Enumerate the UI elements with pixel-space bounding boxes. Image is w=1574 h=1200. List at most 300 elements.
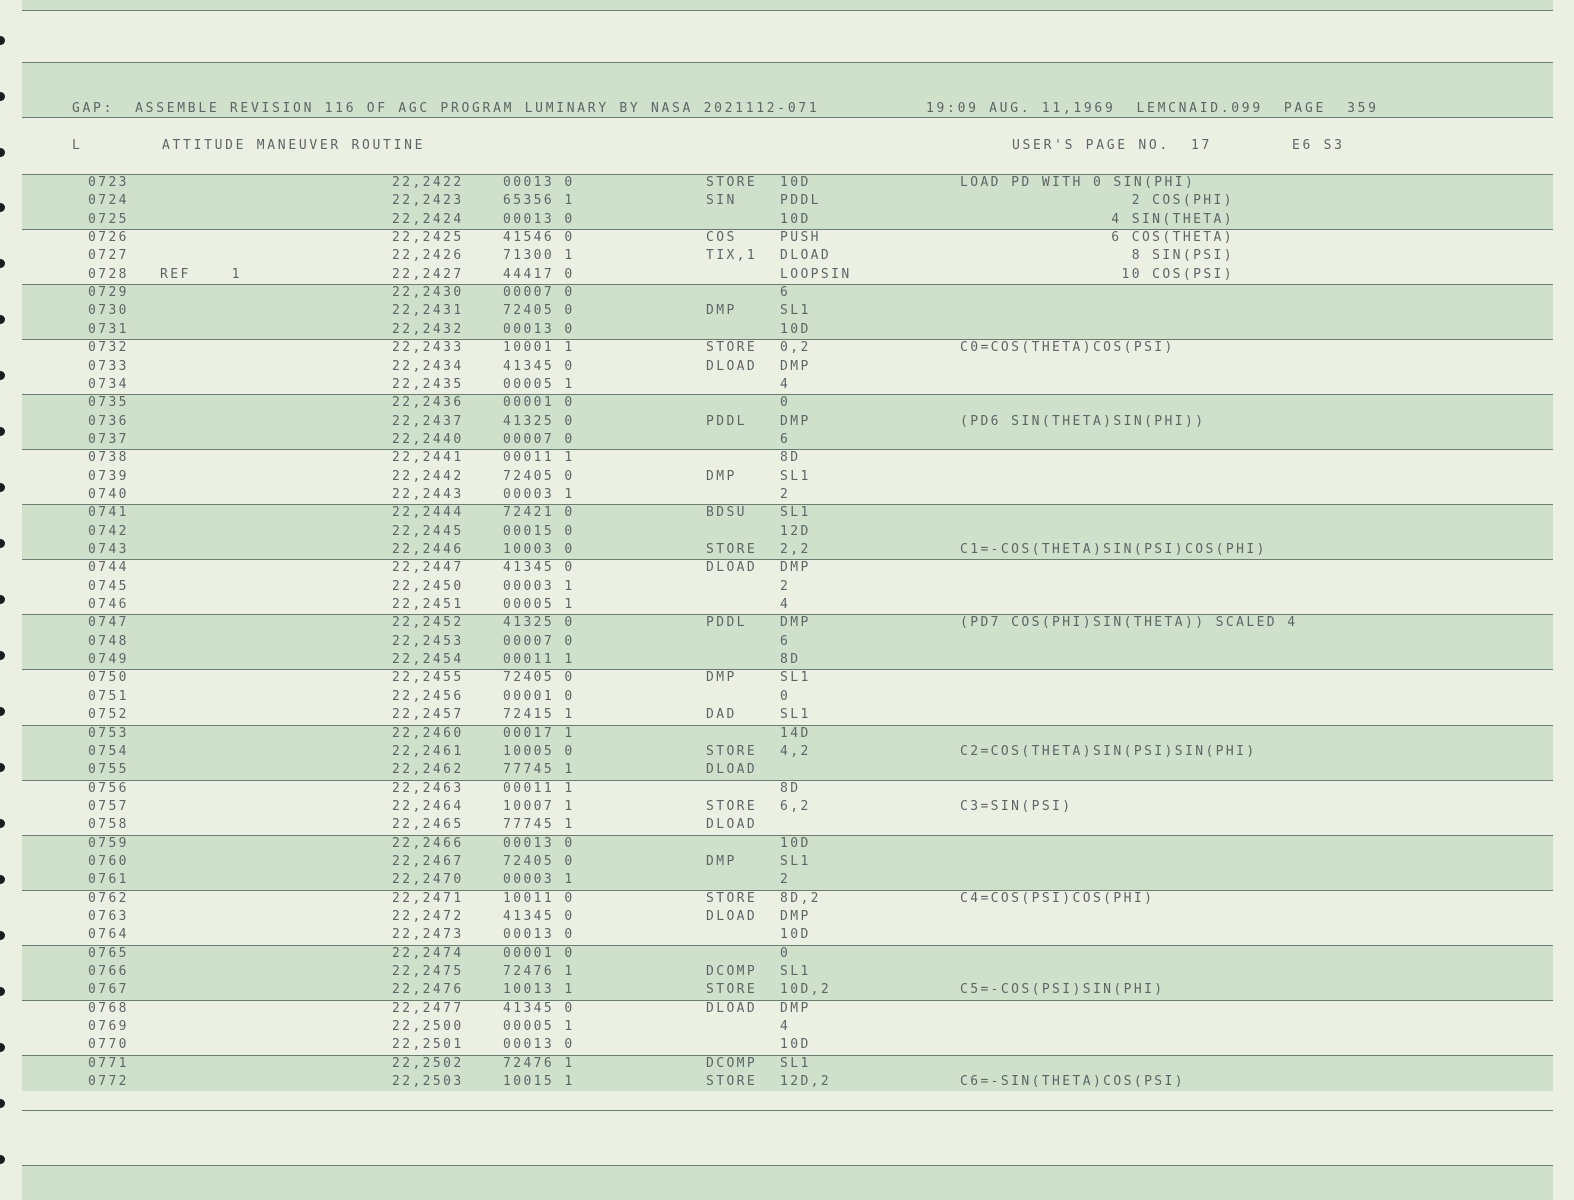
memory-address: 22,2432 <box>392 321 464 337</box>
opcode: DMP <box>706 853 737 869</box>
operand: 2 <box>780 872 791 888</box>
feed-hole <box>0 148 5 157</box>
opcode: DMP <box>706 468 737 484</box>
octal-word: 00001 0 <box>503 688 575 704</box>
remark: C3=SIN(PSI) <box>960 798 1073 814</box>
memory-address: 22,2427 <box>392 266 464 282</box>
octal-word: 72476 1 <box>503 964 575 980</box>
table-row <box>0 1073 1574 1091</box>
table-row <box>0 853 1574 871</box>
table-row <box>0 229 1574 247</box>
memory-address: 22,2434 <box>392 358 464 374</box>
operand: SL1 <box>780 707 811 723</box>
operand: 6,2 <box>780 798 811 814</box>
memory-address: 22,2474 <box>392 945 464 961</box>
line-number: 0754 <box>88 743 129 759</box>
opcode: STORE <box>706 982 758 998</box>
operand: 8D <box>780 450 801 466</box>
opcode: STORE <box>706 542 758 557</box>
table-row <box>0 541 1574 559</box>
line-number: 0732 <box>88 340 129 356</box>
opcode: DLOAD <box>706 358 758 374</box>
octal-word: 00007 0 <box>503 633 575 649</box>
operand: SL1 <box>780 670 811 686</box>
table-row <box>0 743 1574 761</box>
opcode: STORE <box>706 175 758 190</box>
octal-word: 00003 1 <box>503 578 575 594</box>
memory-address: 22,2473 <box>392 927 464 943</box>
remark: C5=-COS(PSI)SIN(PHI) <box>960 982 1165 998</box>
line-number: 0756 <box>88 780 129 796</box>
table-row <box>0 504 1574 522</box>
remark: (PD6 SIN(THETA)SIN(PHI)) <box>960 413 1206 429</box>
octal-word: 10007 1 <box>503 798 575 814</box>
memory-address: 22,2452 <box>392 615 464 631</box>
table-row <box>0 596 1574 614</box>
memory-address: 22,2422 <box>392 175 464 190</box>
memory-address: 22,2433 <box>392 340 464 356</box>
operand: 8D <box>780 780 801 796</box>
operand: 10D <box>780 927 811 943</box>
octal-word: 72405 0 <box>503 670 575 686</box>
operand: 6 <box>780 633 791 649</box>
octal-word: 41345 0 <box>503 1000 575 1016</box>
octal-word: 71300 1 <box>503 248 575 264</box>
line-number: 0735 <box>88 395 129 411</box>
table-row <box>0 431 1574 449</box>
memory-address: 22,2436 <box>392 395 464 411</box>
line-number: 0747 <box>88 615 129 631</box>
octal-word: 41345 0 <box>503 560 575 576</box>
operand: 10D <box>780 835 811 851</box>
operand: PUSH <box>780 230 821 246</box>
table-row <box>0 908 1574 926</box>
memory-address: 22,2466 <box>392 835 464 851</box>
line-number: 0758 <box>88 817 129 833</box>
octal-word: 77745 1 <box>503 762 575 778</box>
operand: DMP <box>780 615 811 631</box>
octal-word: 00015 0 <box>503 523 575 539</box>
operand: 10D <box>780 175 811 190</box>
memory-address: 22,2503 <box>392 1074 464 1090</box>
line-number: 0725 <box>88 211 129 227</box>
octal-word: 72405 0 <box>503 853 575 869</box>
table-row <box>0 614 1574 632</box>
operand: SL1 <box>780 505 811 521</box>
memory-address: 22,2455 <box>392 670 464 686</box>
table-row <box>0 211 1574 229</box>
line-number: 0766 <box>88 964 129 980</box>
memory-address: 22,2462 <box>392 762 464 778</box>
memory-address: 22,2447 <box>392 560 464 576</box>
memory-address: 22,2451 <box>392 597 464 613</box>
line-number: 0731 <box>88 321 129 337</box>
remark: C1=-COS(THETA)SIN(PSI)COS(PHI) <box>960 542 1267 557</box>
operand: 0 <box>780 395 791 411</box>
memory-address: 22,2443 <box>392 486 464 502</box>
table-row <box>0 871 1574 889</box>
operand: 2 <box>780 486 791 502</box>
table-row <box>0 981 1574 999</box>
operand: SL1 <box>780 853 811 869</box>
line-number: 0770 <box>88 1037 129 1053</box>
octal-word: 00013 0 <box>503 211 575 227</box>
line-number: 0760 <box>88 853 129 869</box>
page-code: E6 S3 <box>1292 138 1345 153</box>
table-row <box>0 321 1574 339</box>
table-row <box>0 468 1574 486</box>
table-row <box>0 963 1574 981</box>
operand: 10D <box>780 211 811 227</box>
octal-word: 00007 0 <box>503 431 575 447</box>
opcode: COS <box>706 230 737 246</box>
remark: 10 COS(PSI) <box>1121 266 1234 282</box>
memory-address: 22,2457 <box>392 707 464 723</box>
memory-address: 22,2502 <box>392 1055 464 1071</box>
line-number: 0772 <box>88 1074 129 1090</box>
operand: LOOPSIN <box>780 266 852 282</box>
remark: C2=COS(THETA)SIN(PSI)SIN(PHI) <box>960 743 1257 759</box>
octal-word: 00003 1 <box>503 486 575 502</box>
opcode: DMP <box>706 303 737 319</box>
octal-word: 10011 0 <box>503 890 575 906</box>
memory-address: 22,2442 <box>392 468 464 484</box>
operand: 4 <box>780 1019 791 1035</box>
table-row <box>0 890 1574 908</box>
octal-word: 10013 1 <box>503 982 575 998</box>
opcode: BDSU <box>706 505 747 521</box>
octal-word: 00007 0 <box>503 285 575 301</box>
line-number: 0755 <box>88 762 129 778</box>
header-top-rule <box>22 62 1553 63</box>
feed-hole <box>0 92 5 101</box>
line-number: 0743 <box>88 542 129 557</box>
table-row <box>0 1000 1574 1018</box>
operand: 2,2 <box>780 542 811 557</box>
octal-word: 41345 0 <box>503 909 575 924</box>
table-row <box>0 706 1574 724</box>
line-number: 0727 <box>88 248 129 264</box>
operand: 8D,2 <box>780 890 821 906</box>
octal-word: 44417 0 <box>503 266 575 282</box>
memory-address: 22,2467 <box>392 853 464 869</box>
log-letter: L <box>72 138 83 153</box>
feed-hole <box>0 1099 5 1108</box>
table-row <box>0 523 1574 541</box>
memory-address: 22,2461 <box>392 743 464 759</box>
octal-word: 00005 1 <box>503 597 575 613</box>
opcode: DLOAD <box>706 909 758 924</box>
memory-address: 22,2472 <box>392 909 464 924</box>
line-number: 0723 <box>88 175 129 190</box>
operand: 0 <box>780 945 791 961</box>
table-row <box>0 816 1574 834</box>
memory-address: 22,2460 <box>392 725 464 741</box>
operand: 4 <box>780 376 791 392</box>
opcode: STORE <box>706 798 758 814</box>
reference-count: REF 1 <box>160 266 242 282</box>
octal-word: 00001 0 <box>503 395 575 411</box>
memory-address: 22,2444 <box>392 505 464 521</box>
memory-address: 22,2430 <box>392 285 464 301</box>
line-number: 0769 <box>88 1019 129 1035</box>
line-number: 0749 <box>88 652 129 668</box>
octal-word: 00005 1 <box>503 376 575 392</box>
table-row <box>0 174 1574 192</box>
line-number: 0724 <box>88 193 129 209</box>
memory-address: 22,2477 <box>392 1000 464 1016</box>
line-number: 0737 <box>88 431 129 447</box>
line-number: 0768 <box>88 1000 129 1016</box>
octal-word: 72405 0 <box>503 468 575 484</box>
line-number: 0761 <box>88 872 129 888</box>
line-number: 0738 <box>88 450 129 466</box>
remark: (PD7 COS(PHI)SIN(THETA)) SCALED 4 <box>960 615 1298 631</box>
table-row <box>0 798 1574 816</box>
table-row <box>0 835 1574 853</box>
operand: SL1 <box>780 964 811 980</box>
table-row <box>0 449 1574 467</box>
remark: C6=-SIN(THETA)COS(PSI) <box>960 1074 1185 1090</box>
table-row <box>0 247 1574 265</box>
operand: SL1 <box>780 1055 811 1071</box>
remark: 8 SIN(PSI) <box>1131 248 1234 264</box>
memory-address: 22,2450 <box>392 578 464 594</box>
table-row <box>0 669 1574 687</box>
operand: SL1 <box>780 468 811 484</box>
operand: 0 <box>780 688 791 704</box>
octal-word: 41546 0 <box>503 230 575 246</box>
operand: DMP <box>780 1000 811 1016</box>
line-number: 0744 <box>88 560 129 576</box>
remark: 6 COS(THETA) <box>1111 230 1234 246</box>
line-number: 0765 <box>88 945 129 961</box>
feed-hole <box>0 36 5 45</box>
line-number: 0752 <box>88 707 129 723</box>
operand: 0,2 <box>780 340 811 356</box>
operand: 6 <box>780 431 791 447</box>
octal-word: 00013 0 <box>503 321 575 337</box>
octal-word: 10015 1 <box>503 1074 575 1090</box>
line-number: 0730 <box>88 303 129 319</box>
opcode: DLOAD <box>706 762 758 778</box>
assembly-timestamp-page: 19:09 AUG. 11,1969 LEMCNAID.099 PAGE 359 <box>926 101 1379 116</box>
greenbar-rule <box>22 1110 1553 1111</box>
octal-word: 72405 0 <box>503 303 575 319</box>
line-number: 0751 <box>88 688 129 704</box>
table-row <box>0 1018 1574 1036</box>
octal-word: 00005 1 <box>503 1019 575 1035</box>
octal-word: 00001 0 <box>503 945 575 961</box>
line-number: 0726 <box>88 230 129 246</box>
table-row <box>0 192 1574 210</box>
operand: DMP <box>780 358 811 374</box>
remark: C4=COS(PSI)COS(PHI) <box>960 890 1155 906</box>
memory-address: 22,2435 <box>392 376 464 392</box>
memory-address: 22,2454 <box>392 652 464 668</box>
operand: 10D <box>780 321 811 337</box>
octal-word: 65356 1 <box>503 193 575 209</box>
operand: 8D <box>780 652 801 668</box>
octal-word: 77745 1 <box>503 817 575 833</box>
remark: 4 SIN(THETA) <box>1111 211 1234 227</box>
opcode: DLOAD <box>706 560 758 576</box>
memory-address: 22,2456 <box>392 688 464 704</box>
users-page-number: USER'S PAGE NO. 17 <box>1012 138 1213 153</box>
memory-address: 22,2475 <box>392 964 464 980</box>
line-number: 0764 <box>88 927 129 943</box>
octal-word: 00003 1 <box>503 872 575 888</box>
table-row <box>0 725 1574 743</box>
table-row <box>0 651 1574 669</box>
octal-word: 72421 0 <box>503 505 575 521</box>
octal-word: 00011 1 <box>503 780 575 796</box>
table-row <box>0 266 1574 284</box>
octal-word: 00017 1 <box>503 725 575 741</box>
table-row <box>0 1055 1574 1073</box>
operand: SL1 <box>780 303 811 319</box>
opcode: PDDL <box>706 615 747 631</box>
opcode: STORE <box>706 890 758 906</box>
operand: 6 <box>780 285 791 301</box>
memory-address: 22,2431 <box>392 303 464 319</box>
octal-word: 10001 1 <box>503 340 575 356</box>
octal-word: 00011 1 <box>503 652 575 668</box>
table-row <box>0 926 1574 944</box>
line-number: 0748 <box>88 633 129 649</box>
table-row <box>0 376 1574 394</box>
remark: C0=COS(THETA)COS(PSI) <box>960 340 1175 356</box>
octal-word: 00013 0 <box>503 835 575 851</box>
operand: 4,2 <box>780 743 811 759</box>
line-number: 0733 <box>88 358 129 374</box>
line-number: 0759 <box>88 835 129 851</box>
top-strip-rule <box>22 10 1553 11</box>
line-number: 0729 <box>88 285 129 301</box>
line-number: 0736 <box>88 413 129 429</box>
memory-address: 22,2445 <box>392 523 464 539</box>
table-row <box>0 486 1574 504</box>
table-row <box>0 559 1574 577</box>
table-row <box>0 761 1574 779</box>
opcode: DCOMP <box>706 1055 758 1071</box>
memory-address: 22,2424 <box>392 211 464 227</box>
octal-word: 00013 0 <box>503 1037 575 1053</box>
line-number: 0734 <box>88 376 129 392</box>
line-number: 0750 <box>88 670 129 686</box>
operand: 10D,2 <box>780 982 832 998</box>
memory-address: 22,2476 <box>392 982 464 998</box>
line-number: 0740 <box>88 486 129 502</box>
line-number: 0741 <box>88 505 129 521</box>
table-row <box>0 688 1574 706</box>
memory-address: 22,2426 <box>392 248 464 264</box>
memory-address: 22,2441 <box>392 450 464 466</box>
table-row <box>0 413 1574 431</box>
operand: 14D <box>780 725 811 741</box>
table-row <box>0 780 1574 798</box>
octal-word: 00013 0 <box>503 927 575 943</box>
operand: DLOAD <box>780 248 832 264</box>
operand: DMP <box>780 413 811 429</box>
line-number: 0728 <box>88 266 129 282</box>
top-strip <box>22 0 1553 10</box>
opcode: DAD <box>706 707 737 723</box>
table-row <box>0 394 1574 412</box>
memory-address: 22,2440 <box>392 431 464 447</box>
table-row <box>0 358 1574 376</box>
section-title: ATTITUDE MANEUVER ROUTINE <box>162 138 426 153</box>
memory-address: 22,2470 <box>392 872 464 888</box>
memory-address: 22,2465 <box>392 817 464 833</box>
octal-word: 00013 0 <box>503 175 575 190</box>
opcode: PDDL <box>706 413 747 429</box>
bottom-band-rule <box>22 1165 1553 1166</box>
octal-word: 72476 1 <box>503 1055 575 1071</box>
octal-word: 41345 0 <box>503 358 575 374</box>
feed-hole <box>0 1155 5 1164</box>
assembly-header: GAP: ASSEMBLE REVISION 116 OF AGC PROGRAM LUMINARY BY NASA 2021112-071 <box>72 101 820 116</box>
operand: 10D <box>780 1037 811 1053</box>
line-number: 0757 <box>88 798 129 814</box>
remark: 2 COS(PHI) <box>1131 193 1234 209</box>
operand: 12D <box>780 523 811 539</box>
line-number: 0763 <box>88 909 129 924</box>
opcode: DLOAD <box>706 1000 758 1016</box>
memory-address: 22,2425 <box>392 230 464 246</box>
line-number: 0767 <box>88 982 129 998</box>
operand: 2 <box>780 578 791 594</box>
memory-address: 22,2453 <box>392 633 464 649</box>
octal-word: 00011 1 <box>503 450 575 466</box>
octal-word: 10005 0 <box>503 743 575 759</box>
memory-address: 22,2437 <box>392 413 464 429</box>
memory-address: 22,2423 <box>392 193 464 209</box>
table-row <box>0 284 1574 302</box>
opcode: SIN <box>706 193 737 209</box>
bottom-band <box>22 1165 1553 1200</box>
memory-address: 22,2501 <box>392 1037 464 1053</box>
opcode: STORE <box>706 743 758 759</box>
memory-address: 22,2464 <box>392 798 464 814</box>
line-number: 0746 <box>88 597 129 613</box>
opcode: DMP <box>706 670 737 686</box>
line-number: 0762 <box>88 890 129 906</box>
operand: DMP <box>780 909 811 924</box>
table-row <box>0 1036 1574 1054</box>
memory-address: 22,2471 <box>392 890 464 906</box>
table-row <box>0 945 1574 963</box>
opcode: DLOAD <box>706 817 758 833</box>
octal-word: 41325 0 <box>503 413 575 429</box>
line-number: 0771 <box>88 1055 129 1071</box>
line-number: 0745 <box>88 578 129 594</box>
octal-word: 10003 0 <box>503 542 575 557</box>
memory-address: 22,2463 <box>392 780 464 796</box>
opcode: STORE <box>706 1074 758 1090</box>
remark: LOAD PD WITH 0 SIN(PHI) <box>960 175 1196 190</box>
operand: 12D,2 <box>780 1074 832 1090</box>
table-row <box>0 339 1574 357</box>
memory-address: 22,2500 <box>392 1019 464 1035</box>
line-number: 0742 <box>88 523 129 539</box>
table-row <box>0 302 1574 320</box>
table-row <box>0 633 1574 651</box>
opcode: STORE <box>706 340 758 356</box>
line-number: 0739 <box>88 468 129 484</box>
opcode: DCOMP <box>706 964 758 980</box>
table-row <box>0 578 1574 596</box>
